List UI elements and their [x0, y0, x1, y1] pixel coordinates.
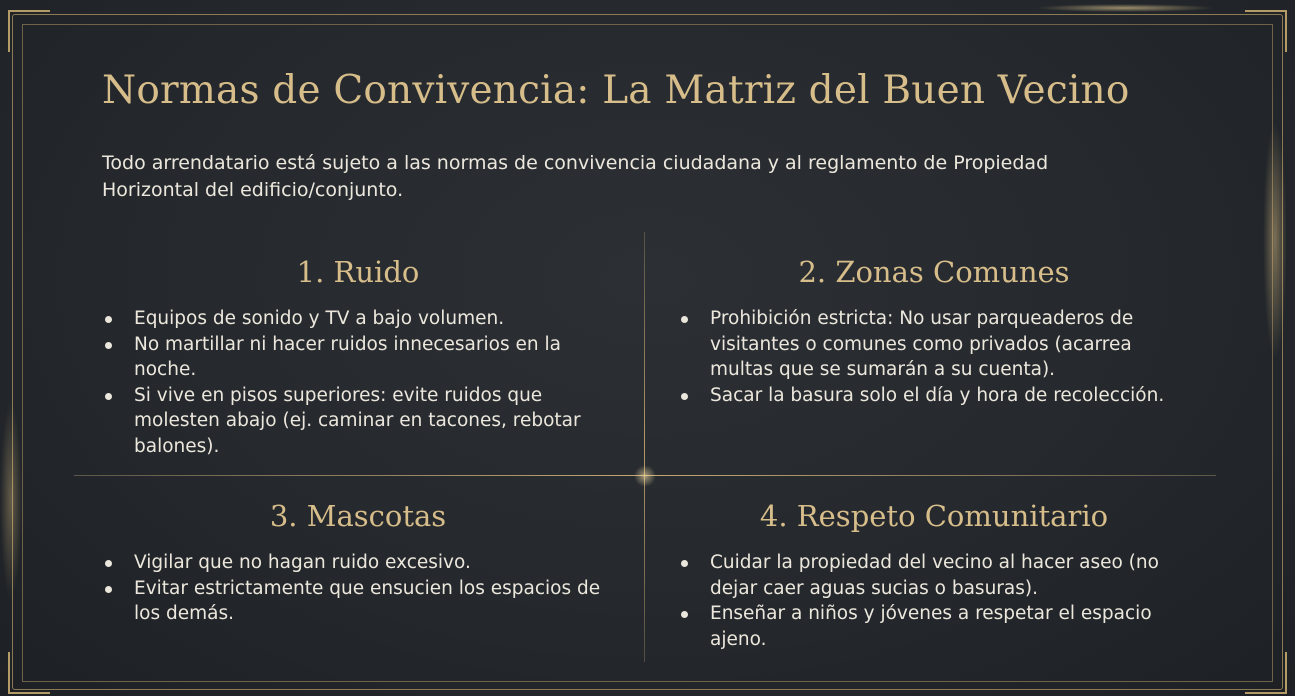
section-zonas-comunes: [674, 252, 1194, 408]
divider-intersection-glow: [634, 465, 656, 487]
section-respeto-comunitario: [674, 496, 1194, 652]
rule-list: [674, 550, 1194, 652]
light-glow-right: [1263, 120, 1287, 360]
rule-list: [98, 306, 618, 459]
rule-item: Vigilar que no hagan ruido excesivo.: [134, 550, 618, 576]
frame-corner-bottom-left: [8, 652, 50, 694]
page-title: Normas de Convivencia: La Matriz del Buen Vecino: [102, 68, 1130, 113]
section-heading: 2. Zonas Comunes: [798, 255, 1070, 289]
light-glow-left: [0, 400, 22, 600]
section-heading: 3. Mascotas: [269, 499, 447, 533]
frame-corner-top-right: [1245, 10, 1287, 52]
frame-corner-bottom-right: [1245, 652, 1287, 694]
section-heading: 4. Respeto Comunitario: [759, 499, 1109, 533]
rule-list: [98, 550, 618, 627]
rule-list: [674, 306, 1194, 408]
intro-text: Todo arrendatario está sujeto a las normas de convivencia ciudadana y al reglamento de Propiedad Horizontal del edificio/conjunto.: [102, 152, 1049, 201]
rule-item: Prohibición estricta: No usar parqueaderos de visitantes o comunes como privados (acarrea multas que se sumarán a su cuenta).: [710, 306, 1194, 383]
rule-item: Si vive en pisos superiores: evite ruidos que molesten abajo (ej. caminar en tacones, rebotar balones).: [134, 383, 618, 460]
vertical-divider: [644, 232, 645, 662]
rule-item: Evitar estrictamente que ensucien los espacios de los demás.: [134, 576, 618, 627]
rule-item: Cuidar la propiedad del vecino al hacer aseo (no dejar caer aguas sucias o basuras).: [710, 550, 1194, 601]
light-glow-top: [1035, 4, 1215, 12]
rule-item: No martillar ni hacer ruidos innecesarios en la noche.: [134, 332, 618, 383]
rule-item: Sacar la basura solo el día y hora de recolección.: [710, 383, 1194, 409]
rule-item: Enseñar a niños y jóvenes a respetar el espacio ajeno.: [710, 601, 1194, 652]
section-ruido: [98, 252, 618, 459]
frame-corner-top-left: [8, 10, 50, 52]
section-heading: 1. Ruido: [296, 255, 420, 289]
section-mascotas: [98, 496, 618, 627]
rule-item: Equipos de sonido y TV a bajo volumen.: [134, 306, 618, 332]
